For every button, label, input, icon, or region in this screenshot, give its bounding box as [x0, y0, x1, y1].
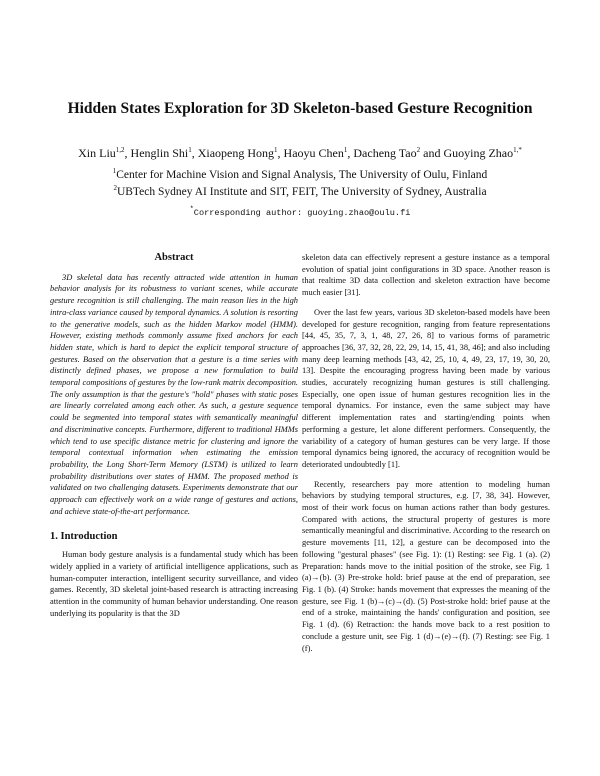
abstract-heading: Abstract: [154, 252, 194, 263]
section-heading: 1. Introduction: [50, 531, 118, 543]
author: Xiaopeng Hong$^1$,: [197, 146, 284, 160]
body-paragraph: Over the last few years, various 3D skeleton-based models have been developed for gesture recognition, ranging from feature representations [44, 45, 35, 7, 3, 1, 48, 27, 26, 8] to various forms of parametric approaches [36, 37, 32, 28, 22, 29, 14, 15, 41, 38, 46]; and also including many deep learning methods [43, 42, 25, 10, 4, 49, 23, 17, 19, 30, 20, 13]. Despite the encouraging progress having been made by various studies, accurately recognizing human gestures is still challenging. Especially, one open issue of human gestures recognition lies in the temporal dynamics. For instance, even the same subject may have different implementation rates and starting/ending points when performing a gesture, let alone different performers. Consequently, the variability of a category of human gestures can be very large. If those temporal dynamics being ignored, the accuracy of recognition would be deteriorated undoubtedly [1].: [302, 307, 550, 469]
corresponding-author: *Corresponding author: guoying.zhao@oulu.fi: [189, 206, 411, 218]
paper-title: Hidden States Exploration for 3D Skeleton-based Gesture Recognition: [67, 100, 533, 117]
author: Xin Liu$^{1,2}$,: [78, 146, 131, 160]
affiliation-1: $^1$Center for Machine Vision and Signal Analysis, The University of Oulu, Finland: [112, 167, 488, 181]
affiliation-2: $^2$UBTech Sydney AI Institute and SIT, FEIT, The University of Sydney, Australia: [113, 184, 487, 198]
author-list: [0, 146, 600, 161]
left-column: [50, 252, 298, 627]
author: Henglin Shi$^1$,: [130, 146, 198, 160]
body-paragraph: skeleton data can effectively represent a gesture instance as a temporal evolution of spatial joint configurations in 3D space. Another reason is that realtime 3D data collection and skeleton extraction have become much easier [31].: [302, 253, 550, 298]
intro-paragraph: Human body gesture analysis is a fundamental study which has been widely applied in a variety of artificial intelligence applications, such as human-computer interaction, intelligent security surveillance, and video games. Recently, 3D skeletal joint-based research is attracting increasing attention in the community of human behavior understanding. One reason underlying its popularity is that the 3D: [50, 550, 298, 618]
body-paragraph: Recently, researchers pay more attention to modeling human behaviors by studying temporal structures, e.g. [7, 38, 34]. However, most of their work focus on human actions rather than body gestures. Compared with actions, the structural property of gestures is more semantically meaningful and discriminative. According to the research on gesture movements [11, 12], a gesture can be decomposed into the following "gestural phases" (see Fig. 1): (1) Resting: see Fig. 1 (a). (2) Preparation: hands move to the initial position of the stroke, see Fig. 1 (a)→(b). (3) Pre-stroke hold: brief pause at the end of preparation, see Fig. 1 (b). (4) Stroke: hands movement that expresses the meaning of the gesture, see Fig. 1 (b)→(c)→(d). (5) Post-stroke hold: brief pause at the end of a stroke, maintaining the hands' configuration and position, see Fig. 1 (d). (6) Retraction: the hands move back to a rest position to conclude a gesture unit, see Fig. 1 (d)→(e)→(f). (7) Resting: see Fig. 1 (f).: [302, 479, 550, 653]
author: Haoyu Chen$^1$,: [283, 146, 354, 160]
author: Dacheng Tao$^2$ and: [353, 146, 444, 160]
abstract-text: 3D skeletal data has recently attracted wide attention in human behavior analysis for its robustness to variant scenes, while accurate gesture recognition is still challenging. The main reason lies in the high intra-class variance caused by temporal dynamics. A solution is resorting to the generative models, such as the hidden Markov model (HMM). However, existing methods commonly assume fixed anchors for each hidden state, which is hard to depict the explicit temporal structure of gestures. Based on the observation that a gesture is a time series with distinctly defined phases, we propose a new formulation to build temporal compositions of gestures by the low-rank matrix decomposition. The only assumption is that the gesture's "hold" phases with static poses are linearly correlated among each other. As such, a gesture sequence could be segmented into temporal states with semantically meaningful and discriminative concepts. Furthermore, different to traditional HMMs which tend to use specific distance metric for clustering and ignore the temporal contextual information when estimating the emission probability, the Long Short-Term Memory (LSTM) is utilized to learn probability distributions over states of HMM. The proposed method is validated on two challenging datasets. Experiments demonstrate that our approach can effectively work on a wide range of gestures and actions, and achieve state-of-the-art performance.: [50, 272, 298, 516]
right-column: [302, 252, 550, 662]
author: Guoying Zhao$^{1,*}$: [443, 146, 522, 160]
